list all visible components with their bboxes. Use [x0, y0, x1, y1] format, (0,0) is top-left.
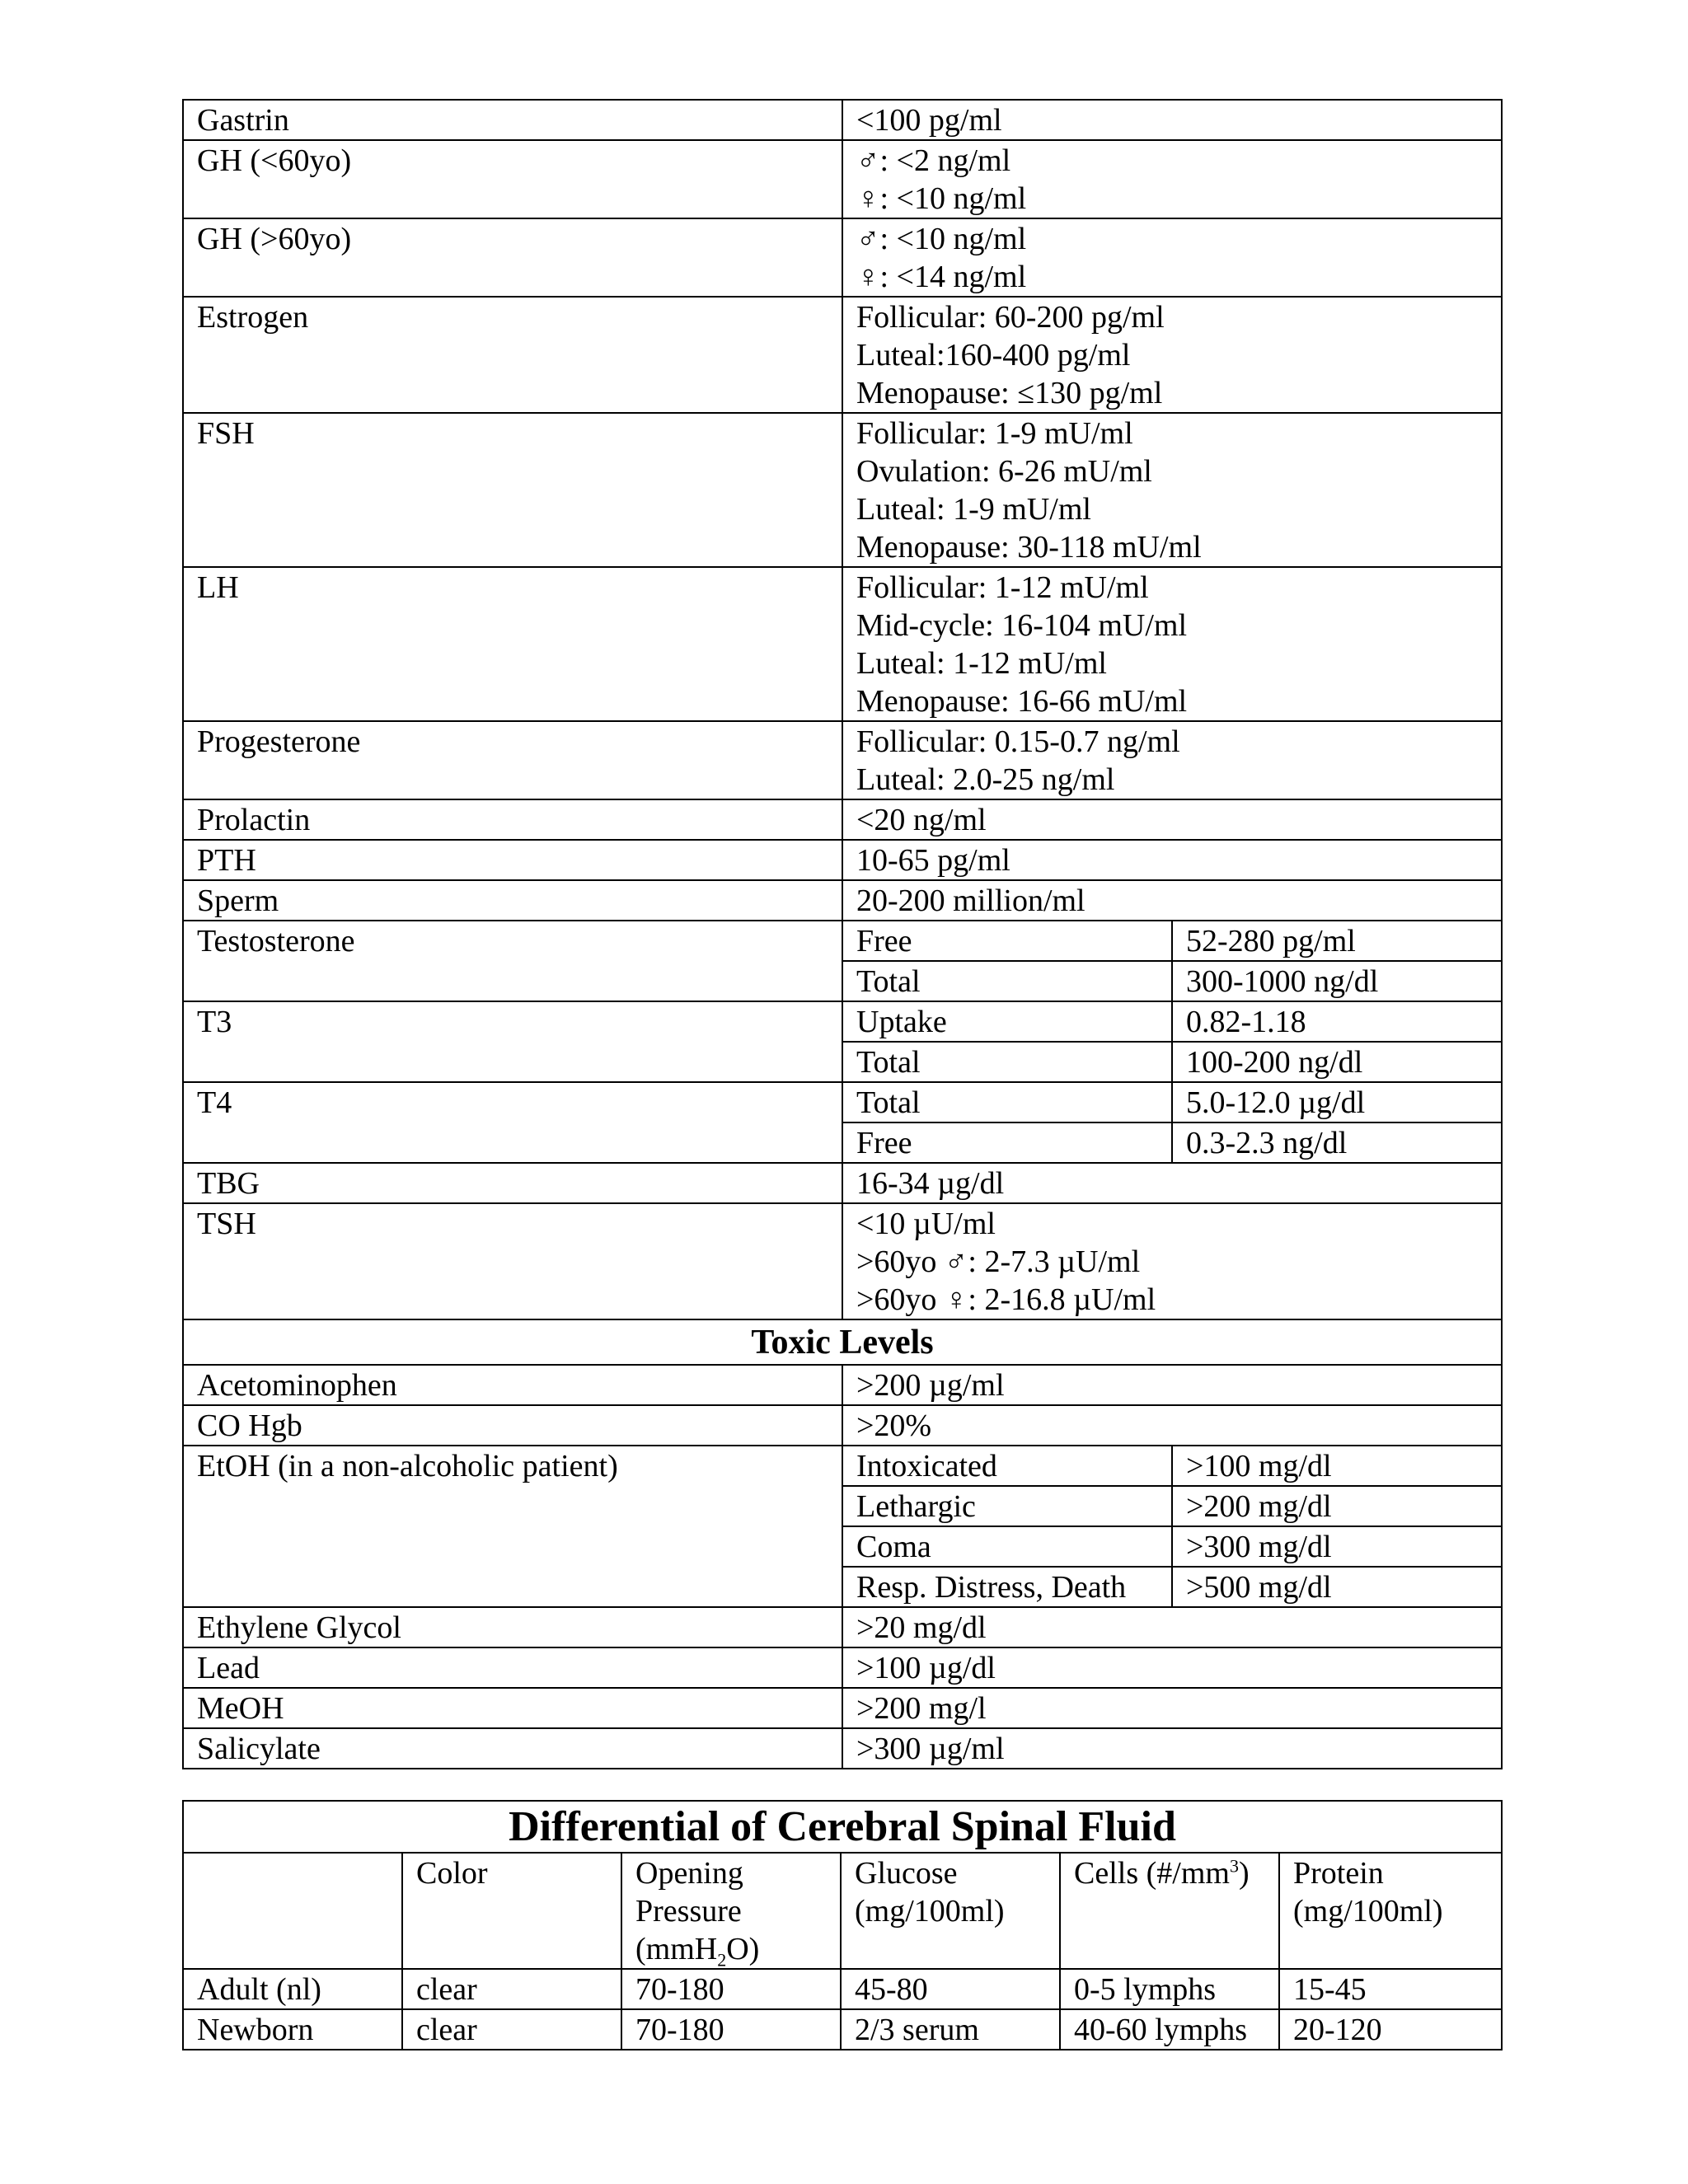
sub-label: Total [842, 1082, 1172, 1122]
test-name: Acetominophen [183, 1365, 842, 1405]
test-value: >20% [842, 1405, 1502, 1446]
test-value: 10-65 pg/ml [842, 840, 1502, 880]
table-row [183, 799, 1502, 840]
test-name: GH (>60yo) [183, 218, 842, 297]
sub-label: Total [842, 1042, 1172, 1082]
table-row [183, 840, 1502, 880]
test-name: Lead [183, 1647, 842, 1688]
test-value: <20 ng/ml [842, 799, 1502, 840]
csf-row-label: Adult (nl) [183, 1969, 402, 2009]
test-value: Follicular: 1-12 mU/ml Mid-cycle: 16-104 mU/ml Luteal: 1-12 mU/ml Menopause: 16-66 mU/ml [842, 567, 1502, 721]
test-name: Progesterone [183, 721, 842, 799]
sub-value: >200 mg/dl [1172, 1486, 1502, 1526]
test-name: Gastrin [183, 100, 842, 140]
table-row [183, 413, 1502, 567]
table-row [183, 297, 1502, 413]
test-name: CO Hgb [183, 1405, 842, 1446]
test-value: 20-200 million/ml [842, 880, 1502, 921]
test-name: LH [183, 567, 842, 721]
test-name: Testosterone [183, 921, 842, 1001]
csf-header-glucose: Glucose (mg/100ml) [841, 1853, 1060, 1969]
csf-header-protein: Protein (mg/100ml) [1279, 1853, 1502, 1969]
table-row [183, 140, 1502, 218]
test-value: Follicular: 0.15-0.7 ng/ml Luteal: 2.0-25 ng/ml [842, 721, 1502, 799]
test-value: ♂: <10 ng/ml ♀: <14 ng/ml [842, 218, 1502, 297]
table-row [183, 100, 1502, 140]
table-row [183, 218, 1502, 297]
csf-title: Differential of Cerebral Spinal Fluid [183, 1801, 1502, 1853]
sub-value: 52-280 pg/ml [1172, 921, 1502, 961]
sub-value: >100 mg/dl [1172, 1446, 1502, 1486]
test-name: FSH [183, 413, 842, 567]
test-value: >200 mg/l [842, 1688, 1502, 1728]
sub-label: Coma [842, 1526, 1172, 1567]
sub-label: Uptake [842, 1001, 1172, 1042]
sub-value: >500 mg/dl [1172, 1567, 1502, 1607]
table-row [183, 1728, 1502, 1769]
sub-value: 300-1000 ng/dl [1172, 961, 1502, 1001]
csf-header-row [183, 1853, 1502, 1969]
table-row [183, 1163, 1502, 1203]
test-name: T3 [183, 1001, 842, 1082]
test-name: Estrogen [183, 297, 842, 413]
test-name: TBG [183, 1163, 842, 1203]
table-row [183, 880, 1502, 921]
table-row [183, 2009, 1502, 2050]
table-row [183, 567, 1502, 721]
table-row [183, 721, 1502, 799]
csf-differential-table [182, 1800, 1503, 2050]
sub-label: Resp. Distress, Death [842, 1567, 1172, 1607]
sub-value: 100-200 ng/dl [1172, 1042, 1502, 1082]
section-header-row [183, 1319, 1502, 1365]
csf-cells: 0-5 lymphs [1060, 1969, 1279, 2009]
table-row [183, 1405, 1502, 1446]
reference-values-table [182, 99, 1503, 1769]
csf-glucose: 45-80 [841, 1969, 1060, 2009]
test-name: TSH [183, 1203, 842, 1319]
test-name: PTH [183, 840, 842, 880]
sub-value: >300 mg/dl [1172, 1526, 1502, 1567]
csf-header-cells: Cells $(\#/mm^3)$ [1060, 1853, 1279, 1969]
csf-title-row [183, 1801, 1502, 1853]
test-name: Salicylate [183, 1728, 842, 1769]
test-value: >100 µg/dl [842, 1647, 1502, 1688]
test-name: EtOH (in a non-alcoholic patient) [183, 1446, 842, 1607]
test-value: ♂: <2 ng/ml ♀: <10 ng/ml [842, 140, 1502, 218]
csf-header-color: Color [402, 1853, 621, 1969]
test-name: T4 [183, 1082, 842, 1163]
table-row [183, 1969, 1502, 2009]
table-row [183, 1001, 1502, 1042]
test-name: Prolactin [183, 799, 842, 840]
test-name: Ethylene Glycol [183, 1607, 842, 1647]
table-row [183, 921, 1502, 961]
table-row [183, 1446, 1502, 1486]
csf-color: clear [402, 1969, 621, 2009]
section-heading-toxic-levels: Toxic Levels [183, 1319, 1502, 1365]
sub-value: 5.0-12.0 µg/dl [1172, 1082, 1502, 1122]
test-value: Follicular: 1-9 mU/ml Ovulation: 6-26 mU/ml Luteal: 1-9 mU/ml Menopause: 30-118 mU/ml [842, 413, 1502, 567]
sub-label: Total [842, 961, 1172, 1001]
csf-header-opening-pressure: Opening Pressure (mmH$_2$O) [621, 1853, 841, 1969]
test-value: >20 mg/dl [842, 1607, 1502, 1647]
test-value: <100 pg/ml [842, 100, 1502, 140]
table-row [183, 1607, 1502, 1647]
table-row [183, 1688, 1502, 1728]
csf-pressure: 70-180 [621, 2009, 841, 2050]
sub-label: Intoxicated [842, 1446, 1172, 1486]
test-value: >200 µg/ml [842, 1365, 1502, 1405]
csf-cells: 40-60 lymphs [1060, 2009, 1279, 2050]
table-row [183, 1082, 1502, 1122]
csf-glucose: 2/3 serum [841, 2009, 1060, 2050]
test-value: <10 µU/ml >60yo ♂: 2-7.3 µU/ml >60yo ♀: 2-16.8 µU/ml [842, 1203, 1502, 1319]
test-value: >300 µg/ml [842, 1728, 1502, 1769]
test-value: Follicular: 60-200 pg/ml Luteal:160-400 pg/ml Menopause: ≤130 pg/ml [842, 297, 1502, 413]
sub-label: Free [842, 1122, 1172, 1163]
sub-label: Lethargic [842, 1486, 1172, 1526]
sub-label: Free [842, 921, 1172, 961]
csf-row-label: Newborn [183, 2009, 402, 2050]
sub-value: 0.82-1.18 [1172, 1001, 1502, 1042]
table-row [183, 1203, 1502, 1319]
csf-pressure: 70-180 [621, 1969, 841, 2009]
test-name: Sperm [183, 880, 842, 921]
csf-protein: 15-45 [1279, 1969, 1502, 2009]
table-row [183, 1647, 1502, 1688]
csf-header-empty [183, 1853, 402, 1969]
sub-value: 0.3-2.3 ng/dl [1172, 1122, 1502, 1163]
test-value: 16-34 µg/dl [842, 1163, 1502, 1203]
reference-values-body [183, 100, 1502, 1769]
csf-color: clear [402, 2009, 621, 2050]
test-name: MeOH [183, 1688, 842, 1728]
csf-table-body [183, 1801, 1502, 2050]
test-name: GH (<60yo) [183, 140, 842, 218]
csf-protein: 20-120 [1279, 2009, 1502, 2050]
table-row [183, 1365, 1502, 1405]
